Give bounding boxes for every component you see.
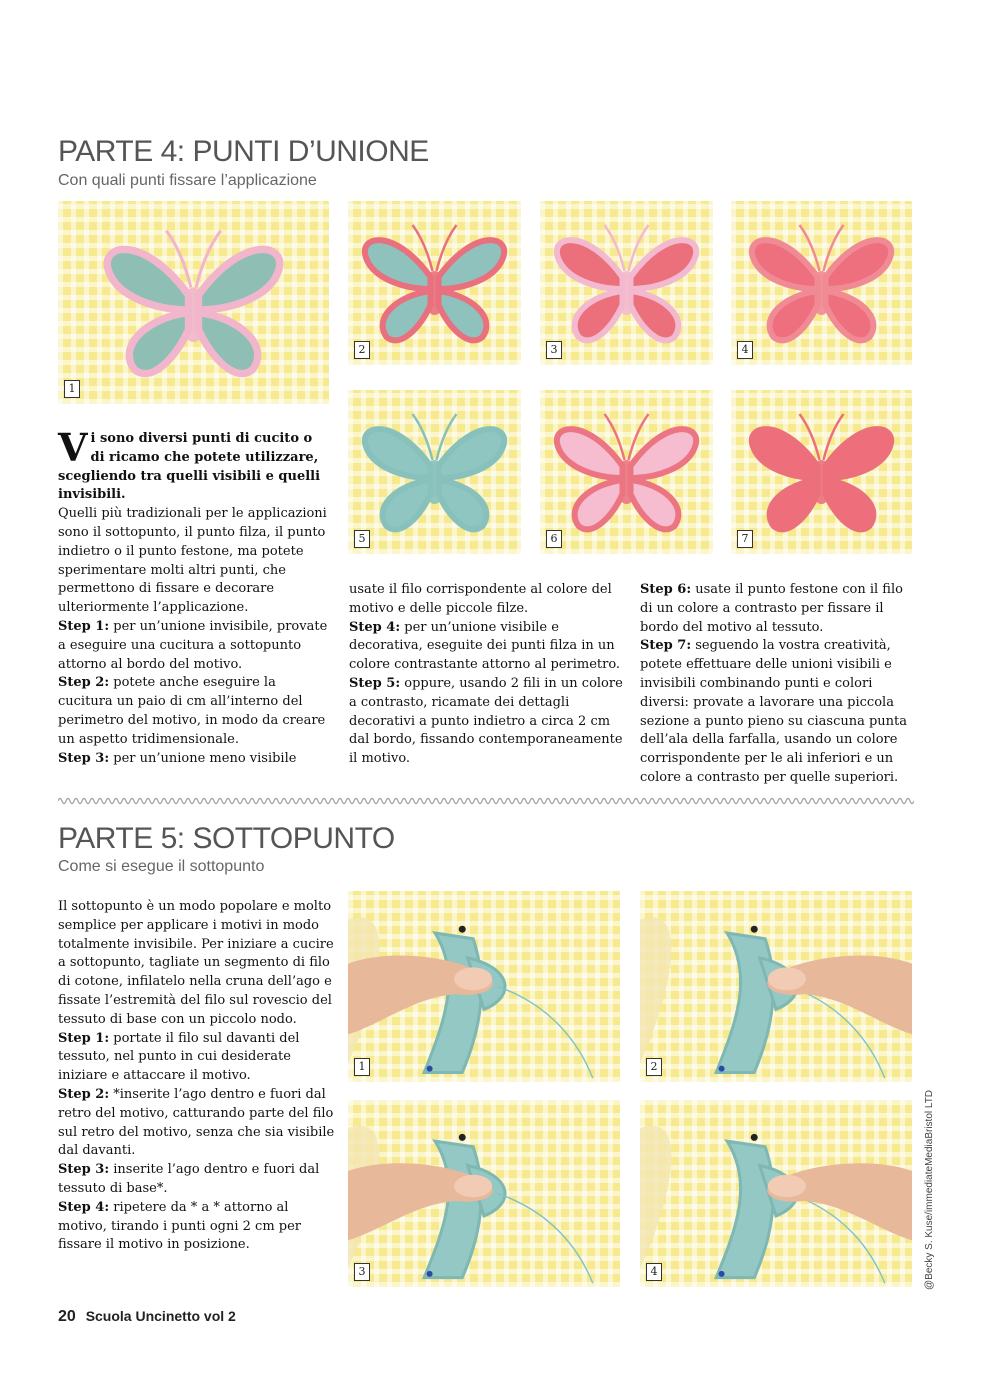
step-paragraph [58,1030,338,1086]
page-footer [58,1308,236,1326]
part5-subtitle: Come si esegue il sottopunto [58,858,265,875]
part4-column-3 [640,581,915,788]
photo-number: 3 [354,1263,370,1281]
photo-number: 1 [64,380,80,398]
butterfly-photo [348,201,521,365]
part5-title: PARTE 5: SOTTOPUNTO [58,822,395,855]
butterfly-illustration [58,201,329,404]
step-paragraph [640,637,915,787]
step-label: Step 5: [349,675,401,691]
photo-number: 2 [354,341,370,359]
stitching-photo [640,891,912,1082]
intro-text: Quelli più tradizionali per le applicazioni sono il sottopunto, il punto filza, il punto indietro o il punto festone, ma potete sperimentare molti altri punti, che permettono di fissare e decorare ulteriormente l’applicazione. [58,506,327,616]
step-paragraph [58,618,330,674]
step-paragraph [58,1161,338,1199]
part4-title: PARTE 4: PUNTI D’UNIONE [58,135,429,168]
intro-bold: i sono diversi punti di cucito o di ricamo che potete utilizzare, scegliendo tra quelli visibili e quelli invisibili. [58,431,321,503]
step-label: Step 1: [58,1030,110,1046]
photo-number: 5 [354,530,370,548]
step-label: Step 6: [640,582,692,597]
step-paragraph [58,1086,338,1161]
step-text: inserite l’ago dentro e fuori dal tessuto di base*. [58,1162,320,1196]
step-text: oppure, usando 2 fili in un colore a contrasto, ricamate dei dettagli decorativi a punto indietro a circa 2 cm dal bordo, fissando contemporaneamente il motivo. [349,675,623,767]
stitching-photo [348,891,620,1082]
step-label: Step 3: [58,1162,110,1178]
photo-number: 6 [546,530,562,548]
part4-column-2 [349,581,624,769]
column-2-continuation: usate il filo corrispondente al colore del motivo e delle piccole filze. [349,582,612,616]
step-text: portate il filo sul davanti del tessuto, nel punto in cui desiderate iniziare e attaccare il motivo. [58,1030,300,1084]
butterfly-illustration [348,201,521,365]
butterfly-illustration [540,201,713,365]
step-text: ripetere da * a * attorno al motivo, tirando i punti ogni 2 cm per fissare il motivo in posizione. [58,1199,302,1253]
step-label: Step 7: [640,638,692,654]
photo-number: 1 [354,1058,370,1076]
step-paragraph [58,750,330,769]
butterfly-photo [540,201,713,365]
hands-stitching-illustration [640,891,912,1082]
step-label: Step 2: [58,675,110,691]
photo-number: 4 [737,341,753,359]
butterfly-photo [58,201,329,404]
step-paragraph [58,1199,338,1255]
step-label: Step 3: [58,750,110,766]
step-text: per un’unione invisibile, provate a eseguire una cucitura a sottopunto attorno al bordo del motivo. [58,618,328,672]
part4-column-1 [58,425,330,768]
step-paragraph [58,674,330,749]
hands-stitching-illustration [640,1100,912,1287]
step-label: Step 2: [58,1086,110,1102]
photo-number: 3 [546,341,562,359]
drop-cap: V [58,425,88,470]
step-text: per un’unione meno visibile [109,750,297,766]
photo-number: 2 [646,1058,662,1076]
photo-number: 4 [646,1263,662,1281]
step-text: *inserite l’ago dentro e fuori dal retro del motivo, catturando parte del filo sul retro del motivo, senza che sia visibile dal davanti. [58,1086,335,1159]
step-label: Step 1: [58,618,110,634]
hands-stitching-illustration [348,1100,620,1287]
butterfly-illustration [731,390,912,554]
stitching-photo [348,1100,620,1287]
butterfly-illustration [540,390,713,554]
step-label: Step 4: [349,619,401,635]
step-text: per un’unione visibile e decorativa, eseguite dei punti filza in un colore contrastante attorno al perimetro. [349,619,621,673]
butterfly-illustration [731,201,912,365]
part5-column [58,898,338,1255]
butterfly-photo [348,390,521,554]
intro-paragraph [58,425,330,505]
part4-subtitle: Con quali punti fissare l’applicazione [58,172,317,189]
page-number: 20 [58,1308,76,1325]
step-text: potete anche eseguire la cucitura un paio di cm all’interno del perimetro del motivo, in modo da creare un aspetto tridimensionale. [58,675,326,747]
hands-stitching-illustration [348,891,620,1082]
photo-number: 7 [737,530,753,548]
part5-intro: Il sottopunto è un modo popolare e molto semplice per applicare i motivi in modo totalmente invisibile. Per iniziare a cucire a sottopunto, tagliate un segmento di filo di cotone, infilatelo nella cruna dell’ago e fissate l’estremità del filo sul rovescio del tessuto di base con un piccolo nodo. [58,899,334,1027]
step-paragraph [349,675,624,769]
wavy-divider [58,794,914,808]
step-text: usate il punto festone con il filo di un colore a contrasto per fissare il bordo del motivo al tessuto. [640,582,903,635]
butterfly-photo [731,390,912,554]
magazine-name: Scuola Uncinetto vol 2 [85,1308,236,1324]
step-paragraph [349,619,624,675]
step-label: Step 4: [58,1199,110,1215]
step-paragraph [640,581,915,637]
butterfly-illustration [348,390,521,554]
butterfly-photo [540,390,713,554]
photo-credit: @Becky S. Kuse/immediateMediaBristol LTD [924,1089,935,1290]
butterfly-photo [731,201,912,365]
step-text: seguendo la vostra creatività, potete effettuare delle unioni visibili e invisibili combinando punti e colori diversi: provate a lavorare una piccola sezione a punto pieno su ciascuna punta dell’ala della farfalla, usando un colore corrispondente per le ali inferiori e un colore a contrasto per quelle superiori. [640,638,908,785]
stitching-photo [640,1100,912,1287]
